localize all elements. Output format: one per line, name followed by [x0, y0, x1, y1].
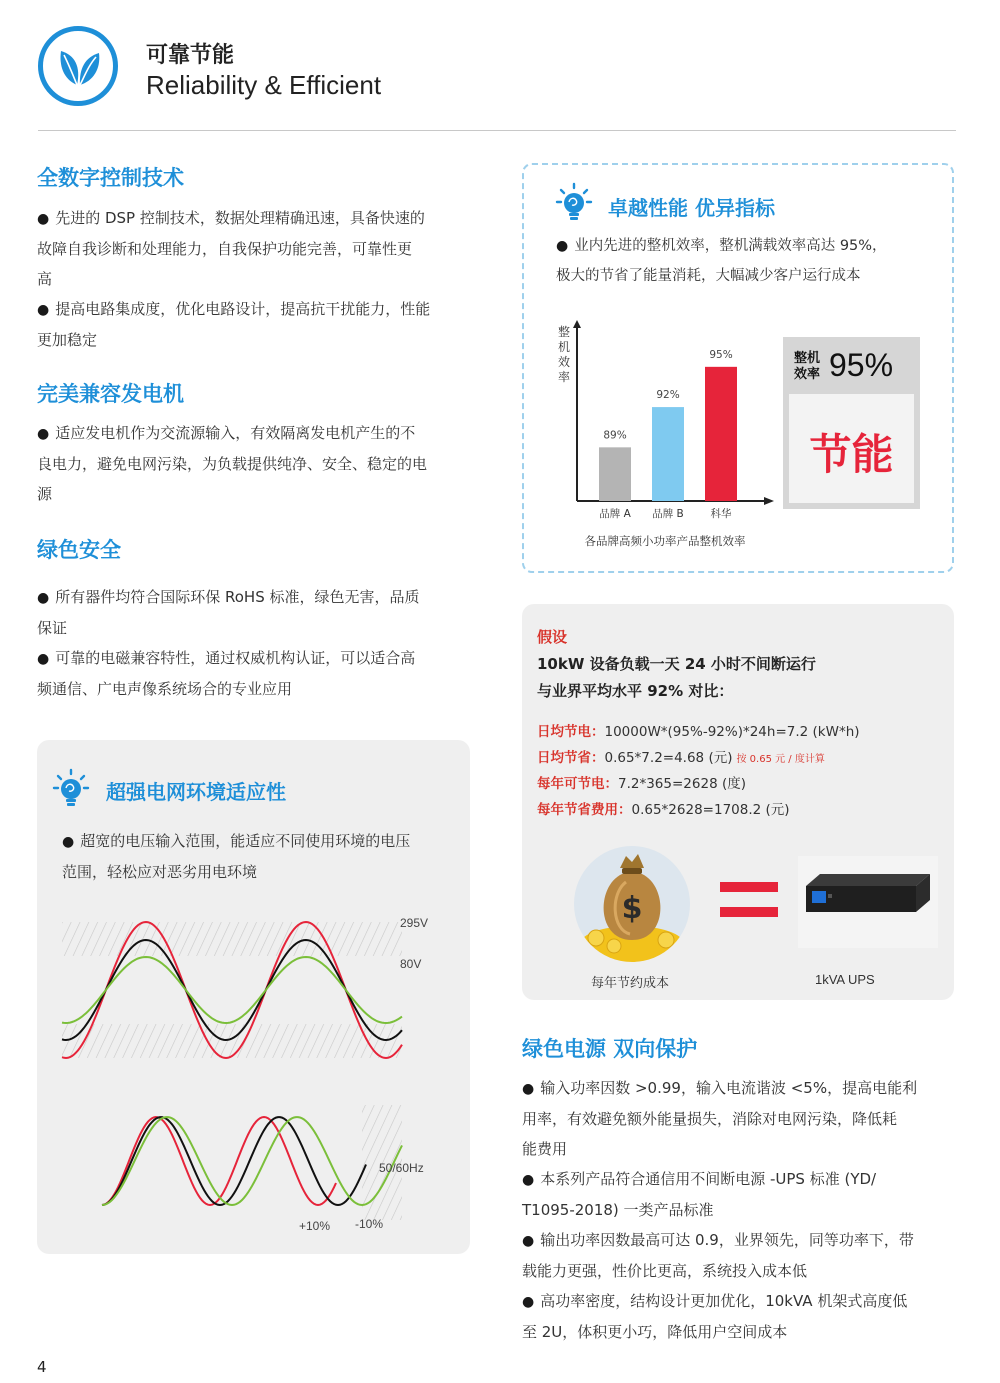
badge-value: 95% — [829, 347, 894, 383]
para-line: ● 输出功率因数最高可达 0.9，业界领先，同等功率下，带 — [522, 1225, 962, 1256]
section-title-green-safety: 绿色安全 — [37, 538, 121, 562]
page-title-cn: 可靠节能 — [146, 43, 235, 68]
x-tick-label: 科华 — [710, 508, 732, 520]
para-line: ● 所有器件均符合国际环保 RoHS 标准，绿色无害，品质 — [37, 582, 477, 613]
label-50-60hz: 50/60Hz — [379, 1161, 424, 1175]
calc-row — [537, 798, 790, 818]
y-axis-label-char: 效 — [557, 355, 571, 369]
caption-ups: 1kVA UPS — [815, 972, 875, 987]
para-line: ● 本系列产品符合通信用不间断电源 -UPS 标准 (YD/ — [522, 1164, 962, 1195]
section-title-green-power: 绿色电源 双向保护 — [522, 1037, 698, 1061]
freq-wave-plus — [102, 1117, 336, 1205]
bar-2 — [705, 367, 737, 501]
section-title-generator: 完美兼容发电机 — [37, 382, 184, 406]
calc-row — [537, 720, 860, 740]
bar-0 — [599, 447, 631, 501]
para-line: ● 业内先进的整机效率，整机满载效率高达 95%， — [556, 231, 948, 261]
lightbulb-icon — [555, 182, 593, 222]
grid-panel-title: 超强电网环境适应性 — [106, 780, 286, 804]
badge-label — [794, 351, 820, 383]
para-line: ● 提高电路集成度，优化电路设计，提高抗干扰能力，性能 — [37, 294, 477, 325]
calc-label: 日均节电： — [537, 724, 605, 740]
x-axis-arrow — [764, 497, 774, 505]
calc-value: 7.2*365=2628 (度) — [618, 776, 746, 792]
page-number: 4 — [37, 1358, 47, 1376]
section-body-green-safety — [37, 582, 477, 704]
para-line: 频通信、广电声像系统场合的专业应用 — [37, 680, 293, 698]
para-line: 极大的节省了能量消耗，大幅减少客户运行成本 — [556, 268, 861, 284]
bar-value-label: 92% — [656, 389, 680, 402]
y-axis-label-char: 整 — [557, 325, 571, 339]
svg-text:$: $ — [621, 891, 643, 926]
label-plus-10: +10% — [299, 1219, 331, 1233]
calc-label: 日均节省： — [537, 750, 605, 766]
para-line: ● 高功率密度，结构设计更加优化，10kVA 机架式高度低 — [522, 1286, 962, 1317]
para-line: 能费用 — [522, 1140, 568, 1158]
para-line: 高 — [37, 270, 53, 288]
money-bag-image — [574, 846, 690, 962]
bar-value-label: 89% — [603, 429, 627, 442]
leaf-icon — [53, 41, 103, 91]
section-title-digital-control: 全数字控制技术 — [37, 166, 184, 190]
calc-label: 每年节省费用： — [537, 802, 632, 818]
performance-panel-title: 卓越性能 优异指标 — [608, 196, 775, 220]
calc-value: 0.65*2628=1708.2 (元) — [631, 802, 790, 818]
para-line: ● 输入功率因数 >0.99，输入电流谐波 <5%，提高电能利 — [522, 1073, 962, 1104]
badge-inner-panel — [789, 394, 914, 503]
assumption-line-1: 10kW 设备负载一天 24 小时不间断运行 — [537, 655, 816, 673]
leaf-logo — [38, 26, 118, 106]
para-line: ● 适应发电机作为交流源输入，有效隔离发电机产生的不 — [37, 418, 477, 449]
para-line: ● 先进的 DSP 控制技术，数据处理精确迅速，具备快速的 — [37, 203, 477, 234]
grid-panel-body — [62, 826, 462, 887]
para-line: ● 可靠的电磁兼容特性，通过权威机构认证，可以适合高 — [37, 643, 477, 674]
upper-hatch-band — [62, 922, 402, 956]
calc-value: 0.65*7.2=4.68 (元) — [604, 750, 733, 766]
money-bag-icon — [574, 846, 690, 962]
assumption-line-2: 与业界平均水平 92% 对比： — [537, 682, 734, 700]
section-body-green-power — [522, 1073, 962, 1347]
lower-hatch-band — [62, 1024, 402, 1058]
x-tick-label: 品牌 B — [652, 508, 684, 520]
para-line: 保证 — [37, 619, 68, 637]
y-axis-label-char: 机 — [557, 340, 571, 354]
page-header — [38, 18, 958, 130]
efficiency-badge — [783, 337, 920, 509]
calc-note: 按 0.65 元 / 度计算 — [736, 754, 825, 765]
section-body-generator — [37, 418, 477, 509]
bar-1 — [652, 407, 684, 501]
assumption-heading: 假设 — [537, 628, 568, 646]
calc-value: 10000W*(95%-92%)*24h=7.2 (kW*h) — [604, 724, 860, 740]
caption-annual-savings: 每年节约成本 — [591, 976, 670, 991]
performance-panel-body — [556, 231, 948, 291]
para-line: 用率，有效避免额外能量损失，消除对电网污染，降低耗 — [522, 1110, 898, 1128]
calc-label: 每年可节电： — [537, 776, 618, 792]
para-line: 范围，轻松应对恶劣用电环境 — [62, 863, 258, 881]
label-80v: 80V — [400, 957, 422, 971]
para-line: 至 2U，体积更小巧，降低用户空间成本 — [522, 1323, 788, 1341]
section-body-digital-control — [37, 203, 477, 355]
para-line: 更加稳定 — [37, 331, 98, 349]
badge-label-line: 整机 — [794, 351, 821, 366]
calc-row — [537, 746, 825, 766]
lightbulb-icon — [52, 768, 90, 808]
chart-title: 各品牌高频小功率产品整机效率 — [584, 534, 746, 548]
equals-sign-bottom — [720, 907, 778, 917]
bar-value-label: 95% — [709, 348, 733, 361]
efficiency-bar-chart — [540, 318, 780, 554]
x-tick-label: 品牌 A — [599, 508, 631, 520]
badge-label-line: 效率 — [794, 367, 821, 382]
ups-device-image — [798, 856, 938, 948]
y-axis-label — [558, 324, 570, 384]
wave-80v — [62, 957, 402, 1023]
equals-sign-top — [720, 882, 778, 892]
header-divider — [38, 130, 956, 131]
para-line: 源 — [37, 485, 53, 503]
voltage-frequency-diagram — [37, 900, 470, 1250]
y-axis-arrow — [573, 320, 581, 328]
calc-row — [537, 772, 746, 792]
page-title-en: Reliability & Efficient — [146, 70, 382, 100]
badge-energy-saving: 节能 — [809, 430, 894, 479]
para-line: T1095-2018) 一类产品标准 — [522, 1201, 714, 1219]
label-minus-10: -10% — [355, 1217, 384, 1231]
para-line: ● 超宽的电压输入范围，能适应不同使用环境的电压 — [62, 826, 462, 857]
y-axis-label-char: 率 — [557, 370, 571, 384]
label-295v: 295V — [400, 916, 429, 930]
para-line: 良电力，避免电网污染，为负载提供纯净、安全、稳定的电 — [37, 455, 428, 473]
para-line: 故障自我诊断和处理能力，自我保护功能完善，可靠性更 — [37, 240, 413, 258]
para-line: 载能力更强，性价比更高，系统投入成本低 — [522, 1262, 808, 1280]
